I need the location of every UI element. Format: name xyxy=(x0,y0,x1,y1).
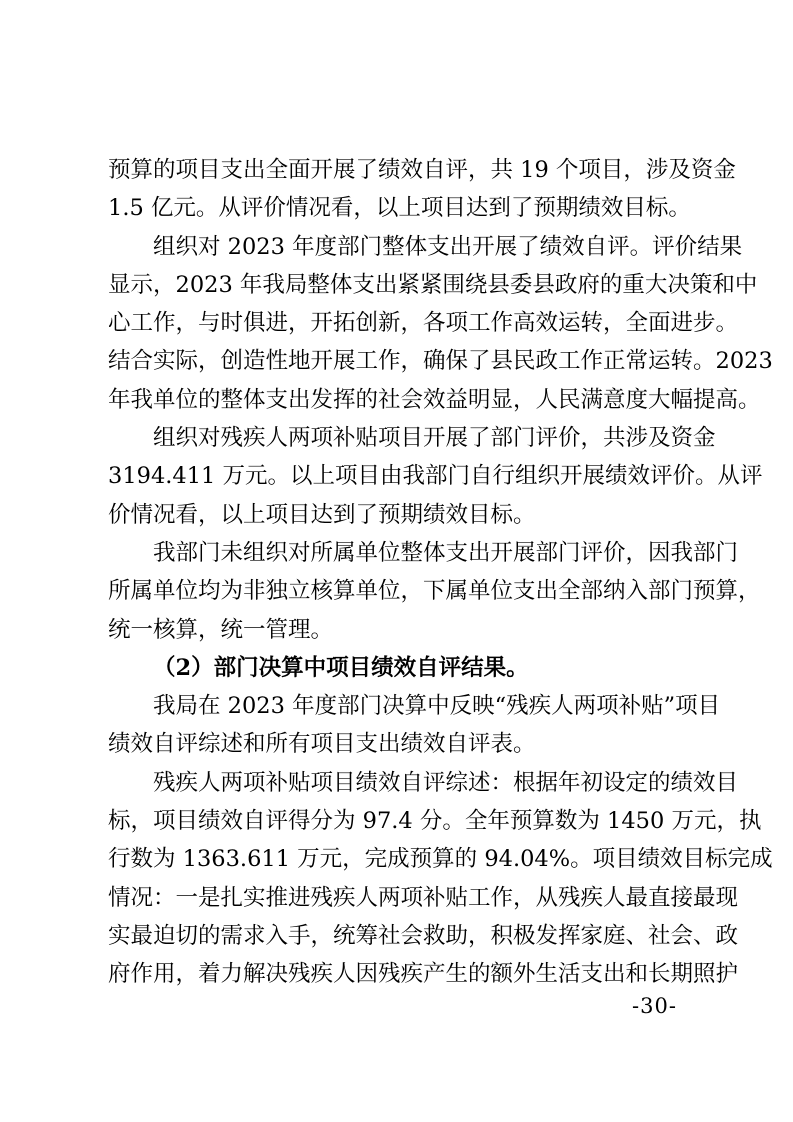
text-line: 价情况看，以上项目达到了预期绩效目标。 xyxy=(108,501,536,528)
text-line: 残疾人两项补贴项目绩效自评综述：根据年初设定的绩效目 xyxy=(153,769,739,796)
section-heading: （2）部门决算中项目绩效自评结果。 xyxy=(153,654,529,681)
text-line: 标，项目绩效自评得分为 97.4 分。全年预算数为 1450 万元，执 xyxy=(108,808,762,835)
text-line: 统一核算，统一管理。 xyxy=(108,616,334,643)
page-number: -30- xyxy=(632,994,677,1018)
text-line: 我局在 2023 年度部门决算中反映“残疾人两项补贴”项目 xyxy=(153,693,721,720)
text-line: 组织对残疾人两项补贴项目开展了部门评价，共涉及资金 xyxy=(153,425,716,452)
text-line: 心工作，与时俱进，开拓创新，各项工作高效运转，全面进步。 xyxy=(108,310,739,337)
text-line: 所属单位均为非独立核算单位，下属单位支出全部纳入部门预算， xyxy=(108,578,761,605)
text-line: 预算的项目支出全面开展了绩效自评，共 19 个项目，涉及资金 xyxy=(108,157,736,183)
text-line: 绩效自评综述和所有项目支出绩效自评表。 xyxy=(108,731,536,758)
document-body xyxy=(108,151,773,994)
text-line: 行数为 1363.611 万元，完成预算的 94.04%。项目绩效目标完成 xyxy=(108,846,773,873)
text-line: 显示，2023 年我局整体支出紧紧围绕县委县政府的重大决策和中 xyxy=(108,271,758,298)
text-line: 实最迫切的需求入手，统筹社会救助，积极发挥家庭、社会、政 xyxy=(108,922,739,949)
text-line: 3194.411 万元。以上项目由我部门自行组织开展绩效评价。从评 xyxy=(108,463,763,490)
text-line: 情况：一是扎实推进残疾人两项补贴工作，从残疾人最直接最现 xyxy=(108,884,739,911)
text-line: 组织对 2023 年度部门整体支出开展了绩效自评。评价结果 xyxy=(153,233,743,260)
text-line: 我部门未组织对所属单位整体支出开展部门评价，因我部门 xyxy=(153,539,739,566)
text-line: 府作用，着力解决残疾人因残疾产生的额外生活支出和长期照护 xyxy=(108,961,739,988)
text-line: 1.5 亿元。从评价情况看，以上项目达到了预期绩效目标。 xyxy=(108,195,691,222)
text-line: 结合实际，创造性地开展工作，确保了县民政工作正常运转。2023 xyxy=(108,348,773,375)
text-line: 年我单位的整体支出发挥的社会效益明显，人民满意度大幅提高。 xyxy=(108,386,761,413)
